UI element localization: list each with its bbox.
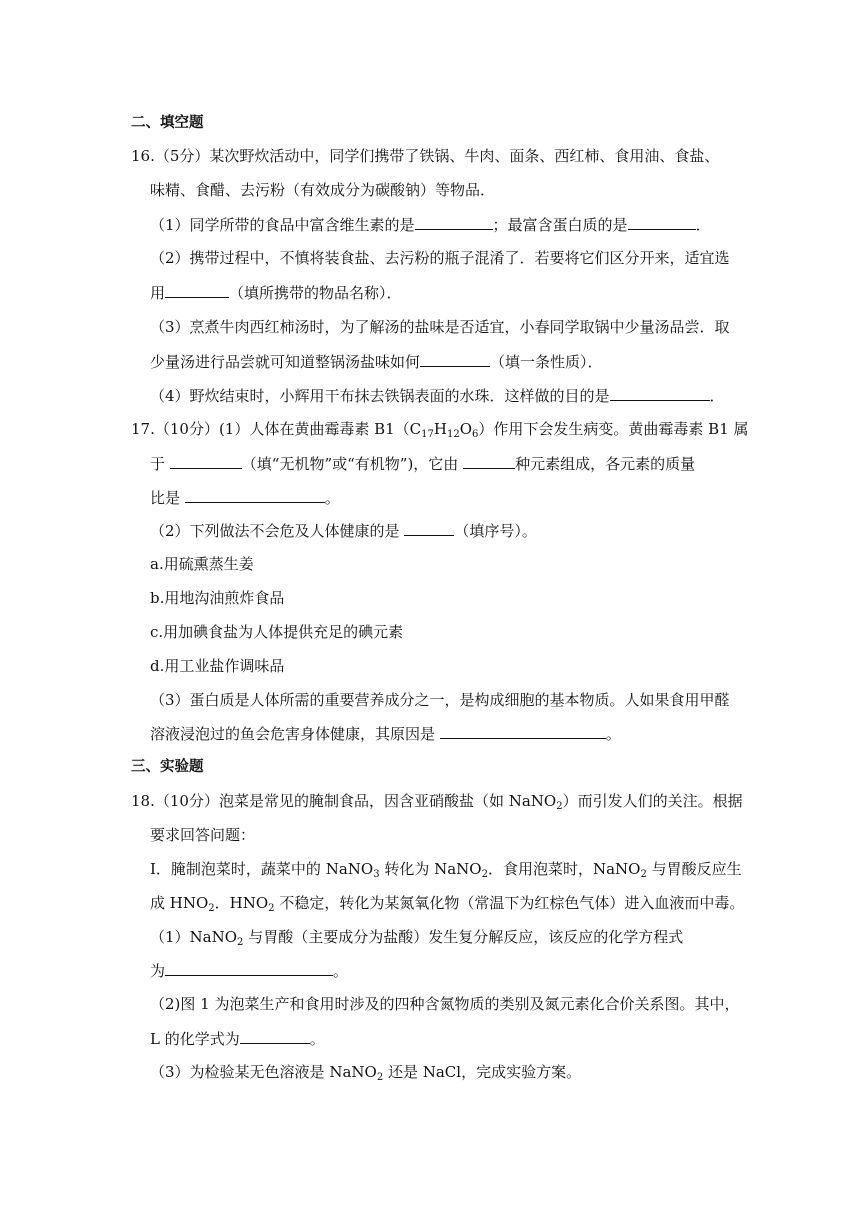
q18-stem-line1: 18.（10分）泡菜是常见的腌制食品，因含亚硝酸盐（如 NaNO$_2$）而引发人们的关注。根据 — [131, 792, 743, 812]
answer-blank[interactable] — [185, 486, 325, 503]
q18-part1-line2: 为 。 — [150, 959, 348, 982]
q17-option-d: d.用工业盐作调味品 — [150, 657, 285, 675]
q16-part3-line2: 少量汤进行品尝就可知道整锅汤盐味如何 （填一条性质）． — [150, 350, 603, 373]
q16-stem-line1: 16.（5分）某次野炊活动中，同学们携带了铁锅、牛肉、面条、西红柿、食用油、食盐、 — [131, 147, 720, 165]
q17-stem-line1: 17.（10分）(1）人体在黄曲霉毒素 $B1(C_{17}H_{12}O_6)$作用下会发生病变。黄曲霉毒素 B1 属 — [131, 420, 749, 440]
answer-blank[interactable] — [420, 350, 490, 367]
q18-part2-line2: L 的化学式为 。 — [150, 1027, 325, 1050]
q17-part3-line1: （3）蛋白质是人体所需的重要营养成分之一，是构成细胞的基本物质。人如果食用甲醛 — [150, 691, 730, 709]
answer-blank[interactable] — [463, 452, 515, 469]
q16-part2-line2: 用 （填所携带的物品名称）． — [150, 281, 402, 304]
answer-blank[interactable] — [404, 519, 454, 536]
q16-part2-line1: （2）携带过程中，不慎将装食盐、去污粉的瓶子混淆了．若要将它们区分开来，适宜选 — [150, 249, 730, 267]
q16-part4: （4）野炊结束时，小辉用干布抹去铁锅表面的水珠．这样做的目的是 ． — [150, 384, 725, 407]
section-heading-fill-blank: 二、填空题 — [131, 115, 204, 131]
answer-blank[interactable] — [440, 722, 606, 739]
answer-blank[interactable] — [170, 452, 242, 469]
q16-stem-line2: 味精、食醋、去污粉（有效成分为碳酸钠）等物品． — [150, 181, 496, 199]
q17-stem-line3: 比是 。 — [150, 486, 340, 509]
q18-intro-line1: Ⅰ．腌制泡菜时，蔬菜中的 NaNO$_3$ 转化为 NaNO$_2$．食用泡菜时，NaNO$_2$ 与胃酸反应生 — [150, 860, 742, 880]
q18-intro-line2: 成 $HNO_2$．$HNO_2$ 不稳定，转化为某氮氧化物（常温下为红棕色气体）进入血液而中毒。 — [150, 894, 745, 914]
q17-part2: （2）下列做法不会危及人体健康的是 （填序号）。 — [150, 519, 537, 542]
answer-blank[interactable] — [165, 959, 333, 976]
q17-option-a: a.用硫熏蒸生姜 — [150, 555, 254, 573]
section-heading-experiment: 三、实验题 — [131, 759, 204, 775]
q18-part3: （3）为检验某无色溶液是 NaNO$_2$ 还是 NaCl，完成实验方案。 — [150, 1063, 582, 1083]
q18-stem-line2: 要求回答问题： — [150, 826, 256, 844]
answer-blank[interactable] — [415, 213, 493, 230]
q17-option-c: c.用加碘食盐为人体提供充足的碘元素 — [150, 623, 404, 641]
answer-blank[interactable] — [610, 384, 710, 401]
q17-stem-line2: 于 （填“无机物”或“有机物”)，它由 种元素组成，各元素的质量 — [150, 452, 695, 475]
answer-blank[interactable] — [240, 1027, 310, 1044]
q16-part3-line1: （3）烹煮牛肉西红柿汤时，为了解汤的盐味是否适宜，小春同学取锅中少量汤品尝．取 — [150, 318, 730, 336]
q16-part1: （1）同学所带的食品中富含维生素的是 ；最富含蛋白质的是 ． — [150, 213, 711, 236]
q18-part1-line1: （1）NaNO$_2$ 与胃酸（主要成分为盐酸）发生复分解反应，该反应的化学方程式 — [150, 928, 684, 948]
q18-part2-line1: （2)图 1 为泡菜生产和食用时涉及的四种含氮物质的类别及氮元素化合价关系图。其中， — [150, 995, 740, 1013]
q17-option-b: b.用地沟油煎炸食品 — [150, 589, 285, 607]
answer-blank[interactable] — [628, 213, 696, 230]
answer-blank[interactable] — [165, 281, 229, 298]
q17-part3-line2: 溶液浸泡过的鱼会危害身体健康，其原因是 。 — [150, 722, 621, 745]
